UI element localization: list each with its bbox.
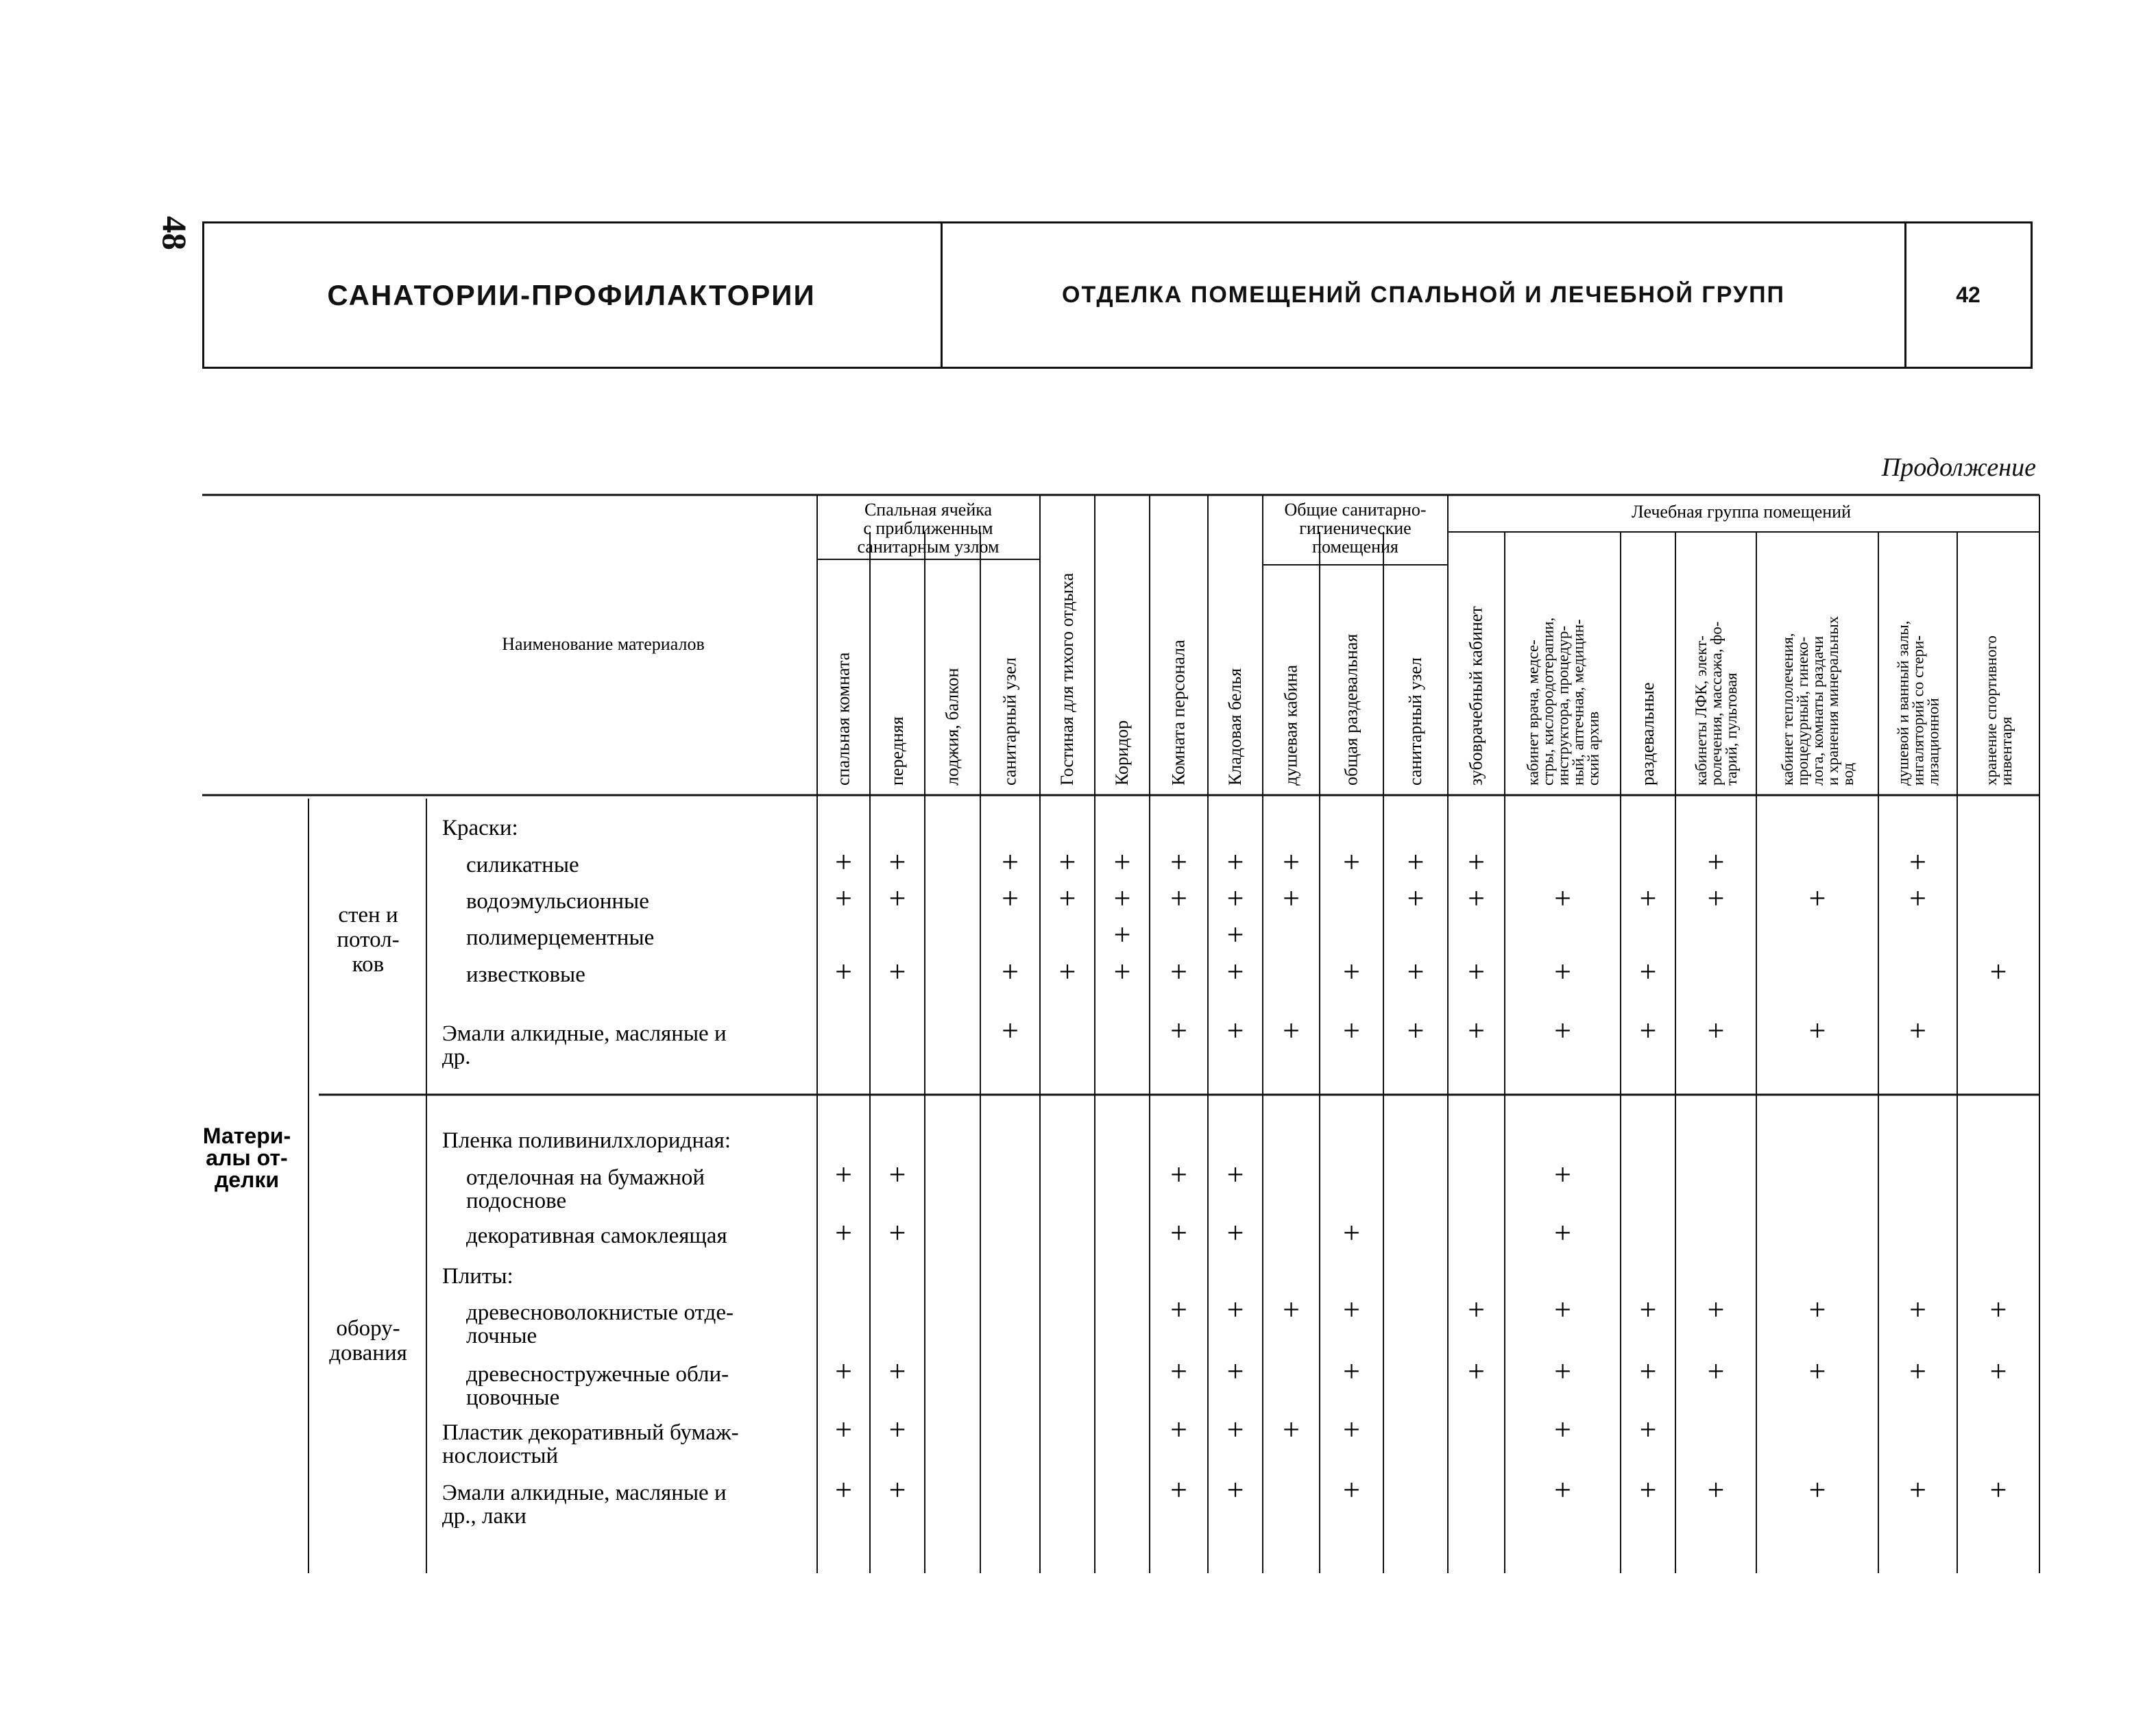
group-header: Общие санитарно- — [1284, 500, 1427, 520]
plus-mark: + — [888, 1354, 906, 1388]
plus-mark: + — [1909, 1473, 1926, 1507]
plus-mark: + — [835, 1473, 852, 1507]
row-label: известковые — [466, 962, 585, 987]
plus-mark: + — [1407, 955, 1425, 988]
plus-mark: + — [1554, 1158, 1571, 1191]
column-header: передняя — [887, 716, 907, 786]
plus-mark: + — [1283, 845, 1300, 879]
plus-mark: + — [1343, 1216, 1360, 1250]
plus-mark: + — [1113, 918, 1131, 951]
column-header: душевой и ванный залы, — [1894, 620, 1912, 786]
plus-mark: + — [1407, 845, 1425, 879]
plus-mark: + — [1170, 1413, 1187, 1446]
column-header: и хранения минеральных — [1824, 616, 1841, 786]
plus-mark: + — [1909, 1354, 1926, 1388]
plus-mark: + — [1170, 1014, 1187, 1047]
header-center-title: ОТДЕЛКА ПОМЕЩЕНИЙ СПАЛЬНОЙ И ЛЕЧЕБНОЙ ГРУПП — [1062, 282, 1785, 308]
plus-mark: + — [1639, 1293, 1657, 1326]
plus-mark: + — [1468, 882, 1485, 915]
row-label: полимерцементные — [466, 925, 655, 950]
plus-mark: + — [1343, 845, 1360, 879]
plus-mark: + — [1468, 1354, 1485, 1388]
plus-mark: + — [1808, 1014, 1826, 1047]
plus-mark: + — [1343, 1014, 1360, 1047]
plus-mark: + — [835, 882, 852, 915]
plus-mark: + — [1113, 955, 1131, 988]
plus-mark: + — [1343, 1354, 1360, 1388]
plus-mark: + — [888, 1216, 906, 1250]
plus-mark: + — [888, 955, 906, 988]
column-header: лизационной — [1924, 698, 1942, 786]
column-header: Кладовая белья — [1225, 668, 1245, 786]
plus-mark: + — [1407, 1014, 1425, 1047]
column-header: кабинет теплолечения, — [1779, 633, 1796, 786]
row-label: подоснове — [466, 1189, 567, 1213]
row-label: Пленка поливинилхлоридная: — [442, 1128, 731, 1153]
plus-mark: + — [1226, 1158, 1244, 1191]
main-category-label: Матери- — [202, 1123, 291, 1148]
plus-mark: + — [1283, 1014, 1300, 1047]
plus-mark: + — [1002, 955, 1019, 988]
row-label: Краски: — [442, 816, 518, 840]
plus-mark: + — [1554, 1354, 1571, 1388]
column-header: общая раздевальная — [1341, 633, 1361, 786]
plus-mark: + — [1989, 1473, 2007, 1507]
group-header: с приближенным — [863, 518, 993, 538]
plus-mark: + — [1554, 1413, 1571, 1446]
main-category-label: делки — [214, 1167, 280, 1192]
plus-mark: + — [1707, 1014, 1725, 1047]
group-header: санитарным узлом — [857, 537, 1000, 557]
plus-mark: + — [1343, 1413, 1360, 1446]
plus-mark: + — [1226, 1413, 1244, 1446]
plus-mark: + — [1639, 1354, 1657, 1388]
plus-mark: + — [1554, 1216, 1571, 1250]
plus-mark: + — [1639, 1014, 1657, 1047]
plus-mark: + — [1707, 1293, 1725, 1326]
plus-mark: + — [835, 1354, 852, 1388]
column-header: лоджия, балкон — [942, 668, 962, 786]
plus-mark: + — [1707, 1473, 1725, 1507]
column-header: спальная комната — [833, 652, 853, 786]
row-label: цовочные — [466, 1385, 560, 1410]
plus-mark: + — [1226, 918, 1244, 951]
plus-mark: + — [1170, 845, 1187, 879]
plus-mark: + — [1226, 882, 1244, 915]
plus-mark: + — [888, 1473, 906, 1507]
column-header: стры, кислородотерапии, — [1539, 617, 1557, 786]
row-label: Эмали алкидные, масляные и — [442, 1481, 727, 1505]
plus-mark: + — [1058, 955, 1076, 988]
row-label: нослоистый — [442, 1444, 559, 1468]
column-header: тарий, пультовая — [1723, 672, 1740, 786]
plus-mark: + — [835, 1158, 852, 1191]
plus-mark: + — [1554, 882, 1571, 915]
plus-mark: + — [1113, 882, 1131, 915]
plus-mark: + — [835, 845, 852, 879]
plus-mark: + — [1226, 1354, 1244, 1388]
column-header: кабинет врача, медсе- — [1524, 640, 1542, 786]
plus-mark: + — [1170, 882, 1187, 915]
column-header: ингаляторий со стери- — [1909, 635, 1927, 786]
plus-mark: + — [1909, 845, 1926, 879]
plus-mark: + — [888, 1413, 906, 1446]
column-header: хранение спортивного — [1983, 635, 2000, 786]
plus-mark: + — [1808, 1293, 1826, 1326]
plus-mark: + — [1989, 955, 2007, 988]
column-header: ский архив — [1584, 711, 1602, 786]
column-header: инвентаря — [1998, 716, 2015, 786]
column-header: вод — [1839, 762, 1856, 786]
row-label: древесноволокнистые отде- — [466, 1300, 734, 1325]
plus-mark: + — [1707, 1354, 1725, 1388]
plus-mark: + — [888, 882, 906, 915]
plus-mark: + — [1226, 1216, 1244, 1250]
group-header: Лечебная группа помещений — [1631, 502, 1852, 522]
row-label: др. — [442, 1045, 471, 1069]
column-header: Гостиная для тихого отдыха — [1057, 572, 1077, 786]
plus-mark: + — [1808, 882, 1826, 915]
column-header: лога, комнаты раздачи — [1809, 635, 1826, 786]
group-header: помещения — [1312, 537, 1398, 557]
column-header: санитарный узел — [1000, 657, 1020, 786]
plus-mark: + — [835, 1413, 852, 1446]
plus-mark: + — [1226, 845, 1244, 879]
plus-mark: + — [1343, 1293, 1360, 1326]
group-header: Спальная ячейка — [864, 500, 993, 520]
section-label: обору- — [336, 1316, 400, 1341]
plus-mark: + — [1002, 882, 1019, 915]
plus-mark: + — [1554, 955, 1571, 988]
plus-mark: + — [835, 1216, 852, 1250]
column-header: Комната персонала — [1168, 640, 1189, 786]
plus-mark: + — [1226, 955, 1244, 988]
section-label: дования — [329, 1341, 407, 1365]
plus-mark: + — [888, 845, 906, 879]
group-header: гигиенические — [1299, 518, 1412, 538]
column-header: зубоврачебный кабинет — [1466, 606, 1486, 786]
continuation-label: Продолжение — [1881, 453, 2036, 482]
plus-mark: + — [1909, 1293, 1926, 1326]
plus-mark: + — [1554, 1293, 1571, 1326]
row-label: декоративная самоклеящая — [466, 1224, 727, 1248]
plus-mark: + — [1554, 1014, 1571, 1047]
plus-mark: + — [1639, 955, 1657, 988]
column-header: раздевальные — [1638, 682, 1658, 786]
column-header: ролечения, массажа, фо- — [1708, 621, 1725, 786]
plus-mark: + — [1808, 1354, 1826, 1388]
plus-mark: + — [1170, 1354, 1187, 1388]
plus-mark: + — [1468, 1014, 1485, 1047]
plus-mark: + — [1283, 882, 1300, 915]
plus-mark: + — [1343, 955, 1360, 988]
plus-mark: + — [1002, 845, 1019, 879]
column-header: процедурный, гинеко- — [1794, 636, 1811, 786]
plus-mark: + — [1909, 882, 1926, 915]
plus-mark: + — [1639, 882, 1657, 915]
plus-mark: + — [1468, 1293, 1485, 1326]
row-label: Эмали алкидные, масляные и — [442, 1021, 727, 1046]
row-label: лочные — [466, 1324, 537, 1348]
plus-mark: + — [1909, 1014, 1926, 1047]
plus-mark: + — [1639, 1473, 1657, 1507]
column-header: санитарный узел — [1405, 657, 1425, 786]
row-label: Пластик декоративный бумаж- — [442, 1420, 739, 1445]
plus-mark: + — [1002, 1014, 1019, 1047]
row-label: отделочная на бумажной — [466, 1165, 705, 1190]
plus-mark: + — [1058, 845, 1076, 879]
plus-mark: + — [1554, 1473, 1571, 1507]
row-label: древесностружечные обли- — [466, 1362, 729, 1387]
plus-mark: + — [1639, 1413, 1657, 1446]
plus-mark: + — [1170, 1293, 1187, 1326]
plus-mark: + — [1226, 1473, 1244, 1507]
section-label: стен и — [338, 903, 398, 927]
row-label: водоэмульсионные — [466, 889, 649, 914]
header-left-title: САНАТОРИИ-ПРОФИЛАКТОРИИ — [327, 278, 816, 311]
section-label: потол- — [337, 927, 400, 952]
sheet-number: 42 — [1956, 282, 1981, 307]
plus-mark: + — [1707, 882, 1725, 915]
plus-mark: + — [1343, 1473, 1360, 1507]
plus-mark: + — [1468, 845, 1485, 879]
plus-mark: + — [1989, 1293, 2007, 1326]
plus-mark: + — [1170, 1158, 1187, 1191]
plus-mark: + — [1170, 1216, 1187, 1250]
plus-mark: + — [1226, 1293, 1244, 1326]
plus-mark: + — [1170, 955, 1187, 988]
plus-mark: + — [1808, 1473, 1826, 1507]
plus-mark: + — [888, 1158, 906, 1191]
plus-mark: + — [1989, 1354, 2007, 1388]
plus-mark: + — [1058, 882, 1076, 915]
plus-mark: + — [1170, 1473, 1187, 1507]
plus-mark: + — [1226, 1014, 1244, 1047]
plus-mark: + — [1113, 845, 1131, 879]
plus-mark: + — [1283, 1293, 1300, 1326]
first-column-header: Наименование материалов — [502, 634, 705, 654]
plus-mark: + — [1707, 845, 1725, 879]
column-header: кабинеты ЛФК, элект- — [1693, 635, 1710, 786]
column-header: душевая кабина — [1281, 664, 1301, 786]
main-category-label: алы от- — [206, 1145, 288, 1170]
row-label: Плиты: — [442, 1264, 513, 1289]
plus-mark: + — [835, 955, 852, 988]
plus-mark: + — [1407, 882, 1425, 915]
column-header: инструктора, процедур- — [1554, 625, 1572, 786]
column-header: ный, аптечная, медицин- — [1569, 619, 1587, 786]
plus-mark: + — [1468, 955, 1485, 988]
row-label: др., лаки — [442, 1504, 526, 1529]
row-label: силикатные — [466, 853, 579, 877]
section-label: ков — [352, 952, 385, 977]
column-header: Коридор — [1112, 720, 1132, 786]
page-number: 48 — [156, 216, 194, 250]
plus-mark: + — [1283, 1413, 1300, 1446]
